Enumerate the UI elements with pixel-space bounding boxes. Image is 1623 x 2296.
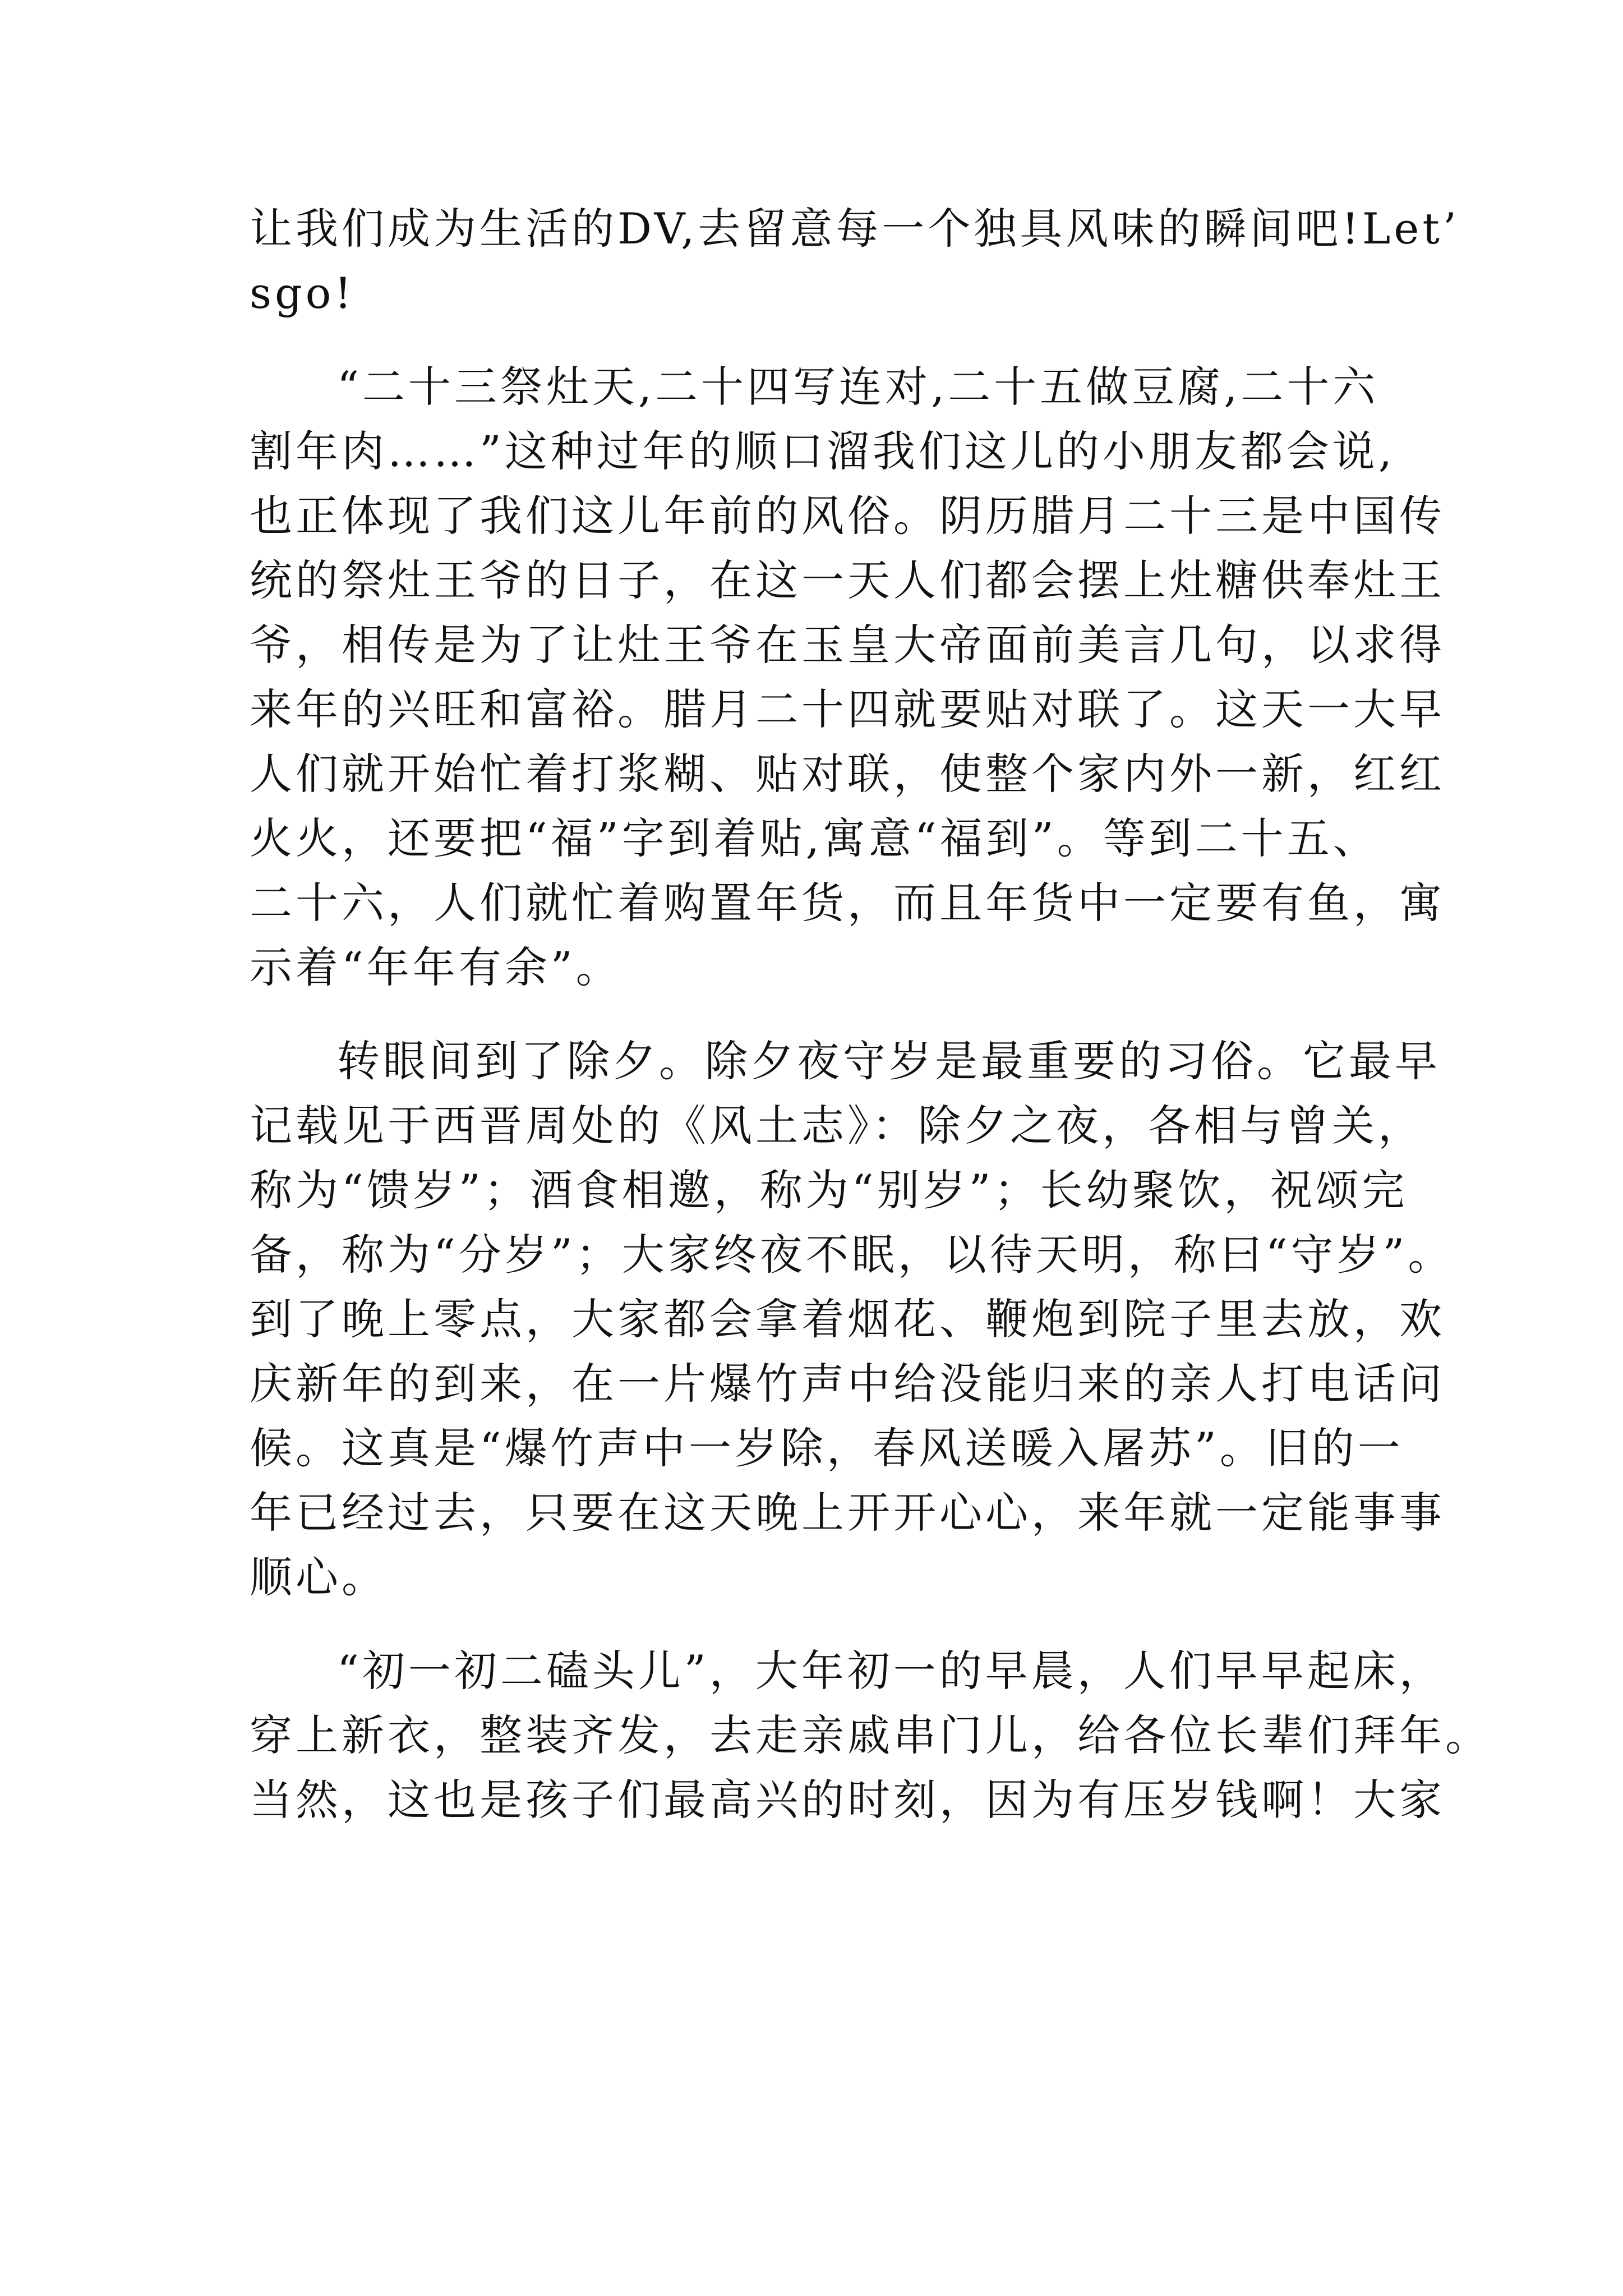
paragraph-3-line-5: 到了晚上零点，大家都会拿着烟花、鞭炮到院子里去放，欢 [250, 1294, 1445, 1344]
paragraph-1-line-2: sgo! [250, 268, 355, 318]
paragraph-1-line-1: 让我们成为生活的DV,去留意每一个独具风味的瞬间吧!Let’ [250, 204, 1460, 254]
paragraph-4-line-2: 穿上新衣，整装齐发，去走亲戚串门儿，给各位长辈们拜年。 [250, 1710, 1491, 1760]
paragraph-3-line-8: 年已经过去，只要在这天晚上开开心心，来年就一定能事事 [250, 1488, 1445, 1538]
paragraph-2-line-8: 火火，还要把“福”字到着贴,寓意“福到”。等到二十五、 [250, 813, 1379, 863]
paragraph-2-line-10: 示着“年年有余”。 [250, 942, 622, 992]
paragraph-2-line-9: 二十六，人们就忙着购置年货，而且年货中一定要有鱼，寓 [250, 878, 1445, 928]
paragraph-2-line-3: 也正体现了我们这儿年前的风俗。阴历腊月二十三是中国传 [250, 491, 1445, 541]
paragraph-3-line-9: 顺心。 [250, 1552, 388, 1602]
paragraph-3-line-3: 称为“馈岁”；酒食相邀，称为“别岁”；长幼聚饮，祝颂完 [250, 1165, 1408, 1215]
paragraph-4-line-1: “初一初二磕头儿”，大年初一的早晨，人们早早起床， [337, 1646, 1445, 1696]
paragraph-2-line-2: 割年肉……”这种过年的顺口溜我们这儿的小朋友都会说, [250, 426, 1396, 476]
document-body [250, 196, 1491, 1832]
paragraph-3-line-2: 记载见于西晋周处的《风土志》：除夕之夜，各相与曾关， [250, 1101, 1424, 1151]
paragraph-2-line-1: “二十三祭灶天,二十四写连对,二十五做豆腐,二十六 [337, 362, 1379, 412]
paragraph-2-line-5: 爷，相传是为了让灶王爷在玉皇大帝面前美言几句，以求得 [250, 620, 1445, 670]
paragraph-2-line-6: 来年的兴旺和富裕。腊月二十四就要贴对联了。这天一大早 [250, 684, 1445, 734]
paragraph-3-line-7: 候。这真是“爆竹声中一岁除，春风送暖入屠苏”。旧的一 [250, 1423, 1404, 1473]
paragraph-3-line-6: 庆新年的到来，在一片爆竹声中给没能归来的亲人打电话问 [250, 1359, 1445, 1409]
paragraph-3-line-4: 备，称为“分岁”；大家终夜不眠，以待天明，称曰“守岁”。 [250, 1230, 1454, 1280]
paragraph-2-line-4: 统的祭灶王爷的日子，在这一天人们都会摆上灶糖供奉灶王 [250, 555, 1445, 605]
paragraph-2-line-7: 人们就开始忙着打浆糊、贴对联，使整个家内外一新，红红 [250, 749, 1445, 799]
paragraph-3-line-1: 转眼间到了除夕。除夕夜守岁是最重要的习俗。它最早 [337, 1036, 1441, 1086]
paragraph-4-line-3: 当然，这也是孩子们最高兴的时刻，因为有压岁钱啊！大家 [250, 1775, 1445, 1825]
